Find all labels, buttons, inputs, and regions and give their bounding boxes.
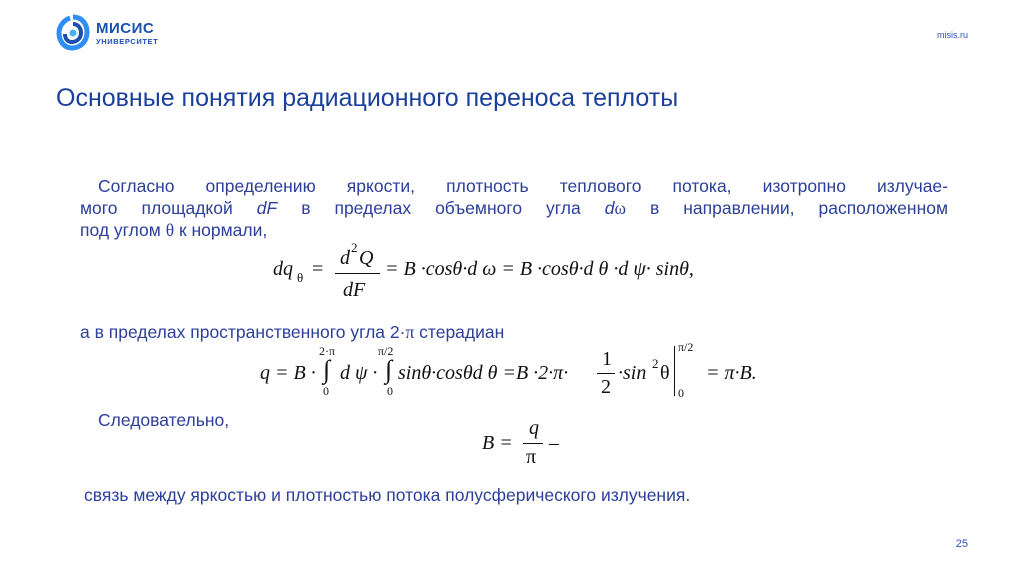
eq2-lhs: q = B · (260, 362, 316, 384)
eq2-result: = π·B. (706, 362, 757, 384)
eq2-fraction-bar (597, 373, 615, 374)
text-seg: в направлении, расположенном (626, 198, 949, 218)
text-seg: в пределах объемного угла (277, 198, 605, 218)
paragraph-consequently: Следовательно, (98, 410, 230, 430)
eq2-int2-upper: π/2 (378, 344, 394, 358)
integral-sign: ∫ (385, 355, 393, 384)
eq2-eval-lower: 0 (678, 386, 684, 400)
text-seg: под углом (80, 220, 166, 240)
para-line-3 (80, 219, 948, 241)
var-omega: ω (614, 198, 626, 218)
para-line-1: Согласно определению яркости, плотность теплового потока, изотропно излучае- (98, 176, 948, 196)
eq1-rest: = B ·cosθ·d ω = B ·cosθ·d θ ·d ψ· sinθ, (385, 258, 694, 280)
logo-name: МИСИС (96, 19, 155, 37)
university-logo[interactable] (56, 14, 158, 52)
logo-mark-icon (56, 14, 90, 52)
eq2-evaluation-bar (674, 346, 675, 396)
para-line-2 (80, 197, 948, 219)
eq1-fraction-bar (335, 273, 380, 274)
eq3-lhs: B = (482, 432, 513, 454)
eq1-num-sup: 2 (351, 240, 358, 255)
eq3-den: π (526, 446, 537, 468)
slide-title: Основные понятия радиационного переноса теплоты (56, 84, 679, 112)
paragraph-definition (80, 175, 948, 241)
text-seg: а в пределах пространственного угла 2· (80, 322, 406, 342)
eq2-theta: θ (660, 362, 670, 384)
eq2-mid2: sinθ·cosθd θ =B ·2·π· (398, 362, 569, 384)
eq2-frac-den: 2 (601, 376, 611, 398)
eq1-equals: = (312, 258, 324, 280)
logo-subtitle: УНИВЕРСИТЕТ (96, 36, 159, 46)
integral-sign: ∫ (323, 355, 331, 384)
var-d: d (604, 198, 615, 218)
eq2-eval-upper: π/2 (678, 340, 694, 354)
paragraph-conclusion: связь между яркостью и плотностью потока полусферического излучения. (84, 485, 691, 505)
var-theta: θ (165, 220, 175, 240)
eq1-num-d: d (340, 247, 350, 269)
eq1-num-Q: Q (359, 247, 374, 269)
eq2-int2-lower: 0 (387, 384, 393, 398)
logo-text (96, 21, 158, 46)
eq2-int1-upper: 2·π (319, 344, 336, 358)
text-seg: к нормали, (174, 220, 268, 240)
eq3-dash: – (549, 432, 559, 454)
page-number: 25 (955, 538, 968, 550)
text-seg: стерадиан (414, 322, 505, 342)
paragraph-hemisphere (80, 322, 504, 343)
eq2-mid3: ·sin (618, 362, 647, 384)
eq2-mid1: d ψ · (340, 362, 378, 384)
eq2-int1-lower: 0 (323, 384, 329, 398)
var-dF: dF (256, 198, 278, 218)
site-link[interactable]: misis.ru (937, 30, 968, 40)
eq3-num: q (529, 417, 539, 439)
eq1-den: dF (343, 279, 366, 301)
eq3-fraction-bar (523, 443, 543, 444)
var-pi: π (405, 322, 415, 342)
eq2-sup: 2 (652, 356, 659, 371)
eq1-lhs-sub: θ (297, 270, 304, 285)
eq2-frac-num: 1 (602, 348, 612, 370)
text-seg: мого площадкой (80, 198, 257, 218)
eq1-lhs: dq (273, 258, 293, 280)
